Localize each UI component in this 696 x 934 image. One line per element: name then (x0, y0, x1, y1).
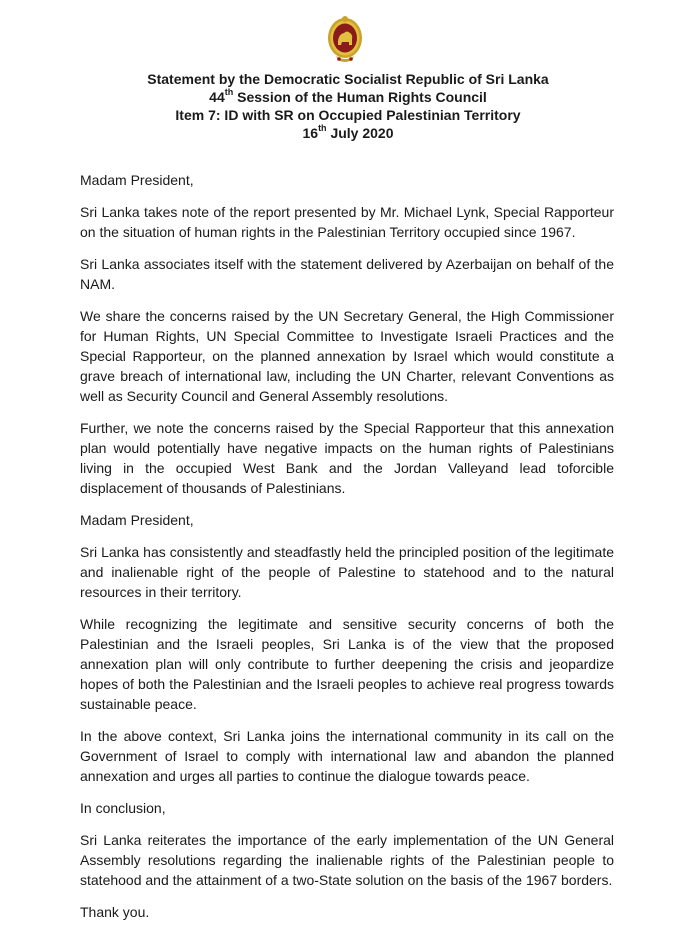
salutation: Madam President, (80, 172, 194, 188)
paragraph-nam-association: Sri Lanka associates itself with the statement delivered by Azerbaijan on behalf of the NAM. (80, 256, 614, 292)
date-ordinal: th (318, 123, 327, 134)
conclusion-intro: In conclusion, (80, 800, 166, 816)
session-ordinal: th (224, 87, 234, 98)
statement-body (80, 170, 614, 934)
paragraph-international-call: In the above context, Sri Lanka joins the international community in its call on the Government of Israel to comply with international law and abandon the planned annexation and urges all parties to continue the dialogue towards peace. (80, 728, 614, 784)
date-day: 16 (302, 125, 319, 141)
salutation-second: Madam President, (80, 512, 194, 528)
paragraph-report-note: Sri Lanka takes note of the report presented by Mr. Michael Lynk, Special Rapporteur on the situation of human rights in the Palestinian Territory occupied since 1967. (80, 204, 614, 240)
header-line-title: Statement by the Democratic Socialist Republic of Sri Lanka (147, 71, 549, 87)
header-line-item: Item 7: ID with SR on Occupied Palestinian Territory (175, 107, 521, 123)
paragraph-principled-position: Sri Lanka has consistently and steadfastly held the principled position of the legitimate and inalienable right of the people of Palestine to statehood and to the natural resources in their territory. (80, 544, 614, 600)
paragraph-shared-concerns: We share the concerns raised by the UN Secretary General, the High Commissioner for Human Rights, UN Special Committee to Investigate Israeli Practices and the Special Rapporteur, on the planned annexation by Israel which would constitute a grave breach of international law, including the UN Charter, relevant Conventions as well as Security Council and General Assembly resolutions. (80, 308, 614, 404)
paragraph-conclusion: Sri Lanka reiterates the importance of the early implementation of the UN General Assembly resolutions regarding the inalienable rights of the Palestinian people to statehood and the attainment of a two-State solution on the basis of the 1967 borders. (80, 832, 614, 888)
sri-lanka-national-emblem-icon (326, 14, 364, 64)
paragraph-annexation-impacts: Further, we note the concerns raised by the Special Rapporteur that this annexation plan would potentially have negative impacts on the human rights of Palestinians living in the occupied West Bank and the Jordan Valleyand lead toforcible displacement of thousands of Palestinians. (80, 420, 614, 496)
header-line-date (0, 124, 696, 142)
date-text: July 2020 (326, 125, 394, 141)
statement-header (0, 70, 696, 142)
session-number: 44 (209, 89, 225, 105)
header-line-session (0, 88, 696, 106)
session-text: Session of the Human Rights Council (233, 89, 487, 105)
paragraph-security-concerns: While recognizing the legitimate and sensitive security concerns of both the Palestinian and the Israeli peoples, Sri Lanka is of the view that the proposed annexation plan will only contribute to further deepening the crisis and jeopardize hopes of both the Palestinian and the Israeli peoples to achieve real progress towards sustainable peace. (80, 616, 614, 712)
closing-thanks: Thank you. (80, 904, 150, 920)
